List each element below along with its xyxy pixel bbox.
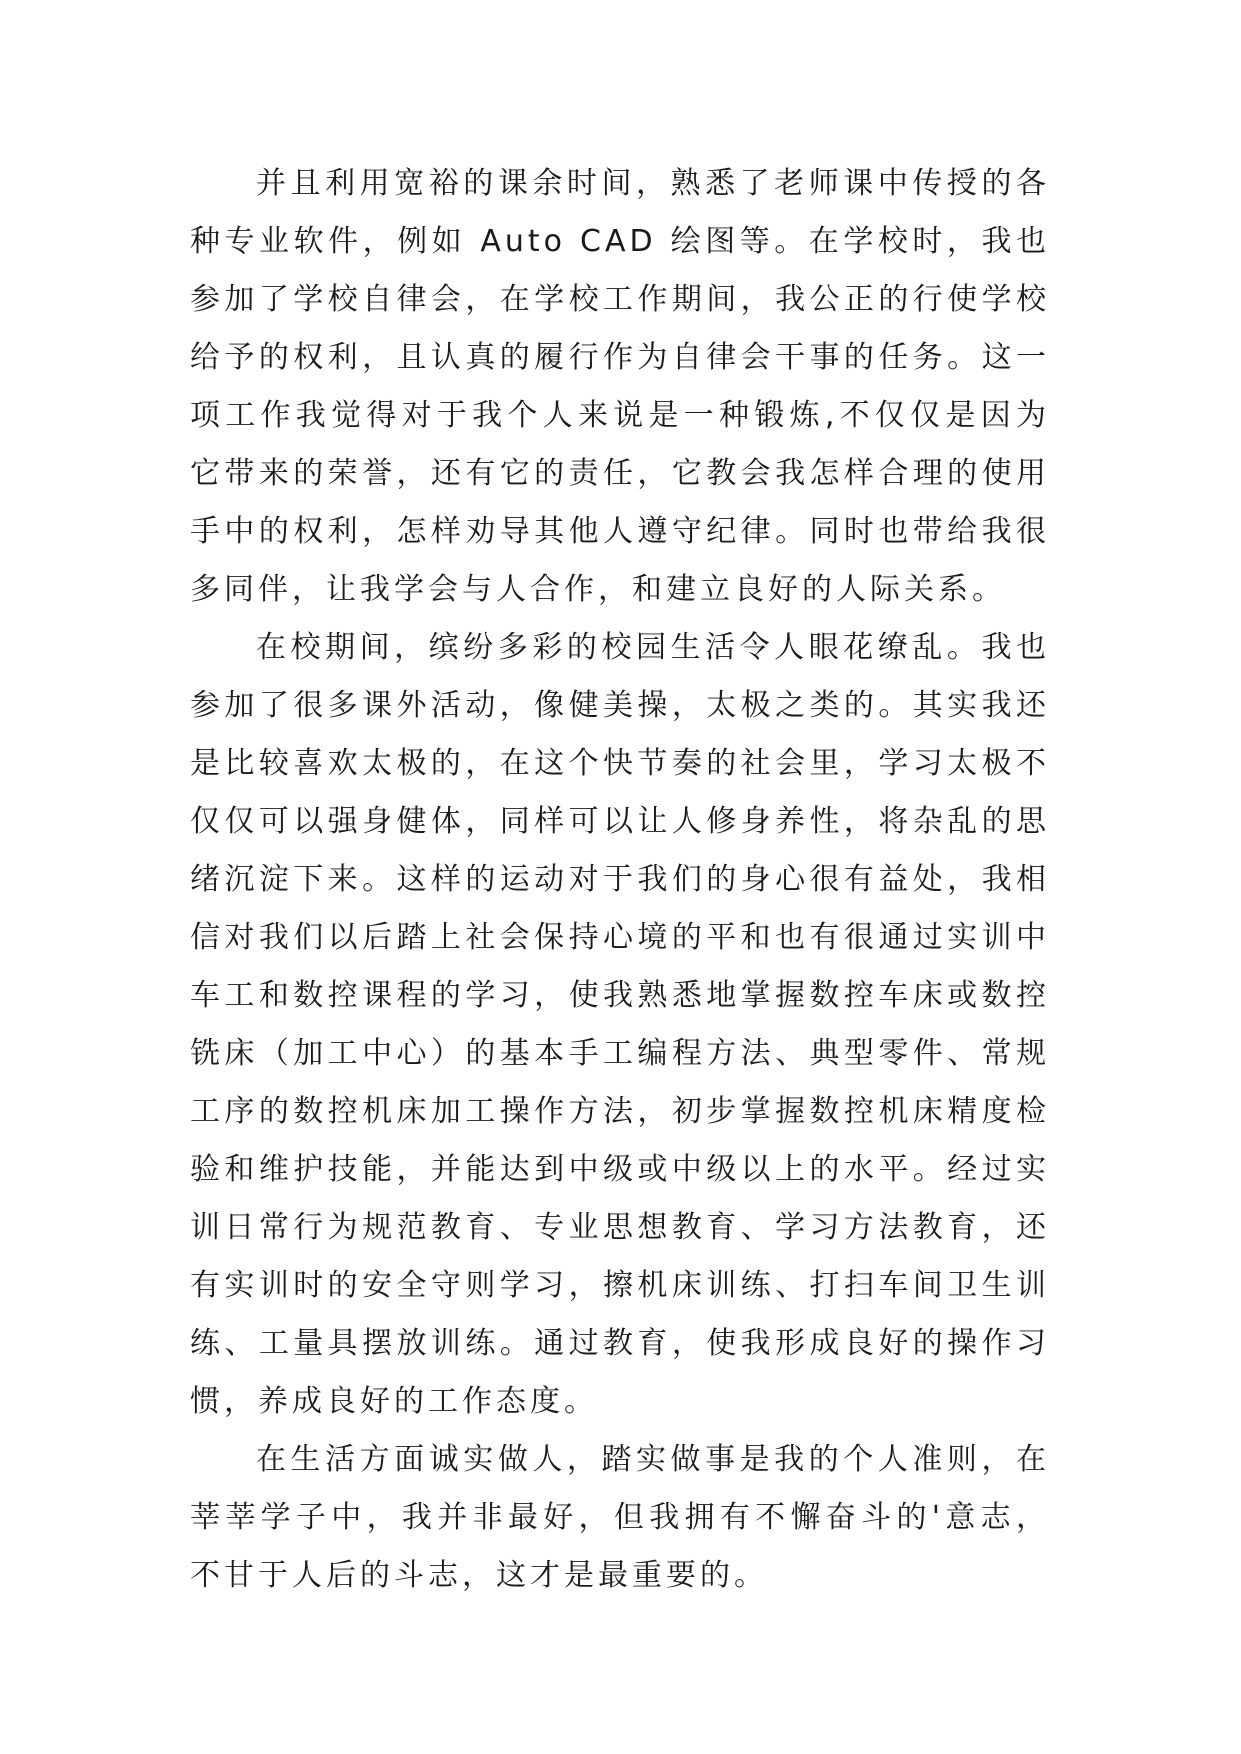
paragraph-3: 在生活方面诚实做人，踏实做事是我的个人准则，在莘莘学子中，我并非最好，但我拥有不懈奋斗的'意志，不甘于人后的斗志，这才是最重要的。 (190, 1442, 1050, 1593)
document-body (190, 155, 1050, 1605)
paragraph-2: 在校期间，缤纷多彩的校园生活令人眼花缭乱。我也参加了很多课外活动，像健美操，太极之类的。其实我还是比较喜欢太极的，在这个快节奏的社会里，学习太极不仅仅可以强身健体，同样可以让人修身养性，将杂乱的思绪沉淀下来。这样的运动对于我们的身心很有益处，我相信对我们以后踏上社会保持心境的平和也有很通过实训中车工和数控课程的学习，使我熟悉地掌握数控车床或数控铣床（加工中心）的基本手工编程方法、典型零件、常规工序的数控机床加工操作方法，初步掌握数控机床精度检验和维护技能，并能达到中级或中级以上的水平。经过实训日常行为规范教育、专业思想教育、学习方法教育，还有实训时的安全守则学习，擦机床训练、打扫车间卫生训练、工量具摆放训练。通过教育，使我形成良好的操作习惯，养成良好的工作态度。 (190, 630, 1050, 1419)
paragraph-1: 并且利用宽裕的课余时间，熟悉了老师课中传授的各种专业软件，例如 Auto CAD 绘图等。在学校时，我也参加了学校自律会，在学校工作期间，我公正的行使学校给予的权利，且认真的履行作为自律会干事的任务。这一项工作我觉得对于我个人来说是一种锻炼,不仅仅是因为它带来的荣誉，还有它的责任，它教会我怎样合理的使用手中的权利，怎样劝导其他人遵守纪律。同时也带给我很多同伴，让我学会与人合作，和建立良好的人际关系。 (190, 166, 1050, 607)
